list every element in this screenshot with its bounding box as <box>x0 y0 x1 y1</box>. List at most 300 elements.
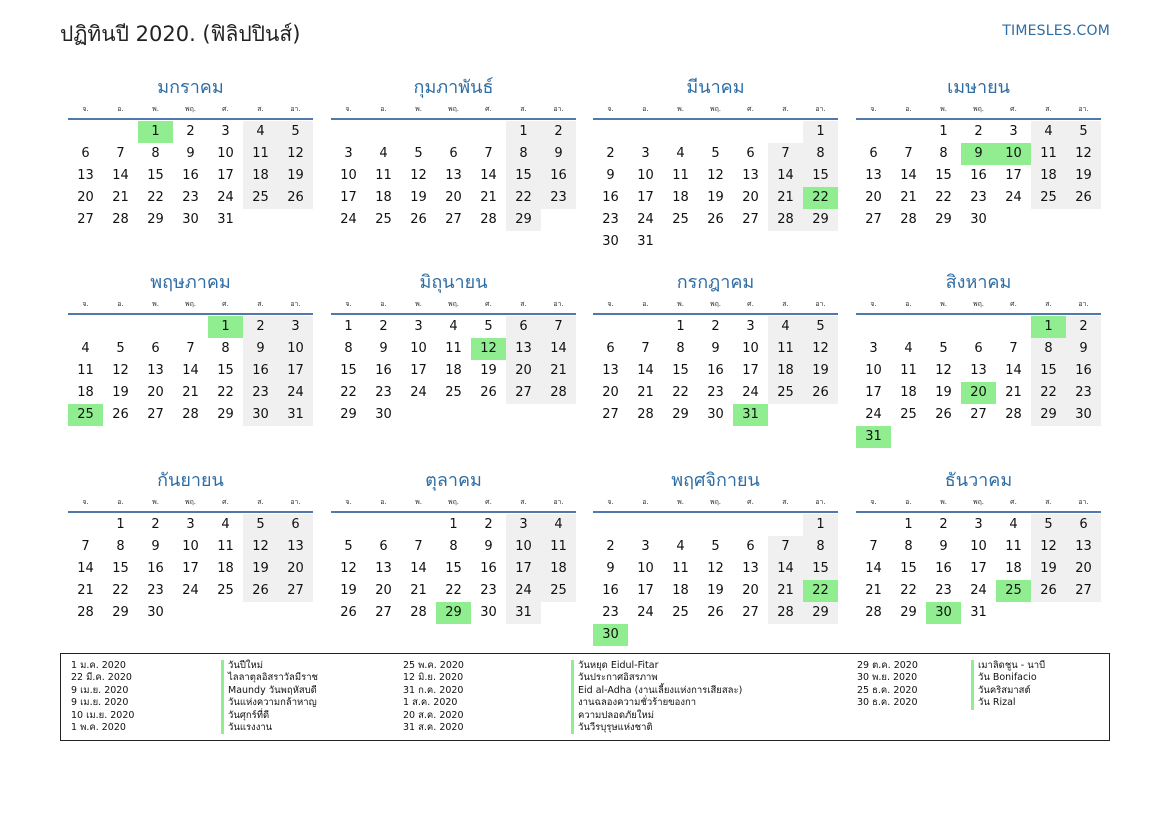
day-cell: 22 <box>112 583 129 598</box>
day-cell: 28 <box>182 407 199 422</box>
day-cell: 14 <box>900 168 917 183</box>
day-cell: 18 <box>217 561 234 576</box>
day-cell: 28 <box>541 382 576 404</box>
day-cell: 24 <box>1005 190 1022 205</box>
day-cell: 18 <box>243 165 278 187</box>
day-cell: 10 <box>278 338 313 360</box>
day-cell: 16 <box>707 363 724 378</box>
day-cell: 20 <box>147 385 164 400</box>
day-cell: 8 <box>151 146 160 161</box>
day-cell: 13 <box>147 363 164 378</box>
weekday-label: จ. <box>870 498 877 506</box>
day-cell: 21 <box>112 190 129 205</box>
month-divider <box>593 313 838 315</box>
day-cell: 10 <box>410 341 427 356</box>
holiday-name: วันหยุด Eidul-Fitar <box>571 660 658 672</box>
day-cell: 29 <box>340 407 357 422</box>
day-cell: 13 <box>970 363 987 378</box>
month-title: พฤศจิกายน <box>671 470 760 491</box>
day-cell: 12 <box>340 561 357 576</box>
day-cell: 24 <box>278 382 313 404</box>
holiday-name: ความปลอดภัยใหม่ <box>571 710 654 722</box>
day-cell: 21 <box>480 190 497 205</box>
day-cell: 6 <box>449 146 458 161</box>
day-cell: 1 <box>449 517 458 532</box>
day-cell: 9 <box>939 539 948 554</box>
holiday-date: 30 พ.ย. 2020 <box>857 672 918 684</box>
day-cell: 1 <box>344 319 353 334</box>
day-cell: 8 <box>904 539 913 554</box>
holiday-day-cell: 25 <box>68 404 103 426</box>
day-cell: 16 <box>480 561 497 576</box>
weekday-label: พ. <box>415 300 422 308</box>
day-cell: 8 <box>1031 338 1066 360</box>
weekday-label: พฤ. <box>709 105 722 113</box>
month-title: มกราคม <box>157 77 224 98</box>
weekday-label: พฤ. <box>447 105 460 113</box>
day-cell: 10 <box>340 168 357 183</box>
day-cell: 2 <box>243 316 278 338</box>
day-cell: 2 <box>186 124 195 139</box>
weekday-label: จ. <box>82 300 89 308</box>
weekday-label: อ. <box>905 300 912 308</box>
day-cell: 7 <box>768 143 803 165</box>
day-cell: 5 <box>278 121 313 143</box>
day-cell: 24 <box>506 580 541 602</box>
day-cell: 3 <box>506 514 541 536</box>
day-cell: 4 <box>379 146 388 161</box>
day-cell: 12 <box>243 536 278 558</box>
day-cell: 23 <box>602 605 619 620</box>
day-cell: 7 <box>484 146 493 161</box>
weekday-label: ส. <box>782 300 789 308</box>
month-divider <box>593 118 838 120</box>
day-cell: 17 <box>742 363 759 378</box>
day-cell: 1 <box>803 121 838 143</box>
day-cell: 30 <box>182 212 199 227</box>
day-cell: 7 <box>1009 341 1018 356</box>
weekday-label: อ. <box>117 300 124 308</box>
site-brand-link[interactable]: TIMESLES.COM <box>1002 23 1110 39</box>
day-cell: 28 <box>900 212 917 227</box>
month-divider <box>593 511 838 513</box>
weekday-label: อา. <box>815 498 826 506</box>
day-cell: 17 <box>217 168 234 183</box>
day-cell: 26 <box>707 605 724 620</box>
day-cell: 10 <box>637 168 654 183</box>
weekday-label: พฤ. <box>972 300 985 308</box>
day-cell: 13 <box>506 338 541 360</box>
day-cell: 26 <box>278 187 313 209</box>
day-cell: 20 <box>865 190 882 205</box>
weekday-label: ส. <box>257 498 264 506</box>
day-cell: 15 <box>803 165 838 187</box>
day-cell: 28 <box>480 212 497 227</box>
day-cell: 6 <box>379 539 388 554</box>
day-cell: 24 <box>637 212 654 227</box>
weekday-label: อ. <box>642 498 649 506</box>
month-title: สิงหาคม <box>945 272 1012 293</box>
day-cell: 25 <box>445 385 462 400</box>
day-cell: 29 <box>935 212 952 227</box>
day-cell: 24 <box>970 583 987 598</box>
day-cell: 21 <box>768 187 803 209</box>
weekday-label: ศ. <box>1010 105 1017 113</box>
day-cell: 28 <box>112 212 129 227</box>
day-cell: 15 <box>445 561 462 576</box>
day-cell: 15 <box>217 363 234 378</box>
day-cell: 22 <box>217 385 234 400</box>
holiday-date: 29 ต.ค. 2020 <box>857 660 918 671</box>
day-cell: 12 <box>707 168 724 183</box>
month-divider <box>331 313 576 315</box>
day-cell: 15 <box>803 558 838 580</box>
day-cell: 16 <box>243 360 278 382</box>
month-divider <box>331 511 576 513</box>
holiday-date: 30 ธ.ค. 2020 <box>857 697 918 709</box>
day-cell: 29 <box>900 605 917 620</box>
weekday-label: อ. <box>117 105 124 113</box>
day-cell: 11 <box>672 168 689 183</box>
day-cell: 18 <box>541 558 576 580</box>
day-cell: 20 <box>742 583 759 598</box>
weekday-label: จ. <box>607 300 614 308</box>
day-cell: 17 <box>182 561 199 576</box>
day-cell: 5 <box>803 316 838 338</box>
holiday-date: 25 ธ.ค. 2020 <box>857 684 918 696</box>
day-cell: 13 <box>602 363 619 378</box>
day-cell: 15 <box>935 168 952 183</box>
day-cell: 15 <box>112 561 129 576</box>
weekday-label: อา. <box>290 498 301 506</box>
weekday-label: จ. <box>345 498 352 506</box>
day-cell: 31 <box>970 605 987 620</box>
day-cell: 14 <box>1005 363 1022 378</box>
day-cell: 19 <box>707 583 724 598</box>
holiday-date: 1 พ.ค. 2020 <box>71 721 126 733</box>
day-cell: 20 <box>506 360 541 382</box>
day-cell: 22 <box>935 190 952 205</box>
day-cell: 21 <box>768 580 803 602</box>
day-cell: 28 <box>637 407 654 422</box>
day-cell: 20 <box>1066 558 1101 580</box>
day-cell: 22 <box>1031 382 1066 404</box>
day-cell: 11 <box>672 561 689 576</box>
day-cell: 28 <box>1005 407 1022 422</box>
day-cell: 4 <box>449 319 458 334</box>
day-cell: 4 <box>768 316 803 338</box>
day-cell: 29 <box>506 209 541 231</box>
day-cell: 8 <box>939 146 948 161</box>
day-cell: 26 <box>1031 580 1066 602</box>
day-cell: 21 <box>900 190 917 205</box>
weekday-label: อา. <box>290 300 301 308</box>
page-title: ปฏิทินปี 2020. (ฟิลิปปินส์) <box>60 22 301 46</box>
weekday-label: ศ. <box>485 498 492 506</box>
holiday-day-cell: 10 <box>996 143 1031 165</box>
day-cell: 17 <box>278 360 313 382</box>
day-cell: 19 <box>803 360 838 382</box>
day-cell: 23 <box>707 385 724 400</box>
day-cell: 27 <box>375 605 392 620</box>
day-cell: 2 <box>711 319 720 334</box>
weekday-label: ส. <box>782 105 789 113</box>
day-cell: 3 <box>344 146 353 161</box>
day-cell: 19 <box>112 385 129 400</box>
weekday-label: อา. <box>290 105 301 113</box>
weekday-label: ส. <box>520 105 527 113</box>
day-cell: 14 <box>541 338 576 360</box>
day-cell: 10 <box>865 363 882 378</box>
day-cell: 20 <box>742 190 759 205</box>
weekday-label: อา. <box>553 105 564 113</box>
weekday-label: พ. <box>415 498 422 506</box>
weekday-label: พ. <box>152 300 159 308</box>
day-cell: 30 <box>243 404 278 426</box>
day-cell: 25 <box>672 605 689 620</box>
day-cell: 28 <box>768 602 803 624</box>
day-cell: 29 <box>147 212 164 227</box>
day-cell: 22 <box>900 583 917 598</box>
day-cell: 5 <box>344 539 353 554</box>
holiday-date: 9 เม.ย. 2020 <box>71 684 129 696</box>
day-cell: 17 <box>637 190 654 205</box>
weekday-label: อา. <box>815 300 826 308</box>
day-cell: 14 <box>77 561 94 576</box>
weekday-label: พฤ. <box>447 498 460 506</box>
day-cell: 26 <box>112 407 129 422</box>
weekday-label: พ. <box>677 105 684 113</box>
day-cell: 2 <box>151 517 160 532</box>
holiday-day-cell: 9 <box>961 143 996 165</box>
day-cell: 13 <box>77 168 94 183</box>
day-cell: 27 <box>970 407 987 422</box>
weekday-label: พ. <box>677 300 684 308</box>
day-cell: 9 <box>541 143 576 165</box>
weekday-label: จ. <box>345 105 352 113</box>
weekday-label: ส. <box>520 300 527 308</box>
holiday-day-cell: 31 <box>733 404 768 426</box>
day-cell: 5 <box>711 146 720 161</box>
day-cell: 11 <box>243 143 278 165</box>
day-cell: 3 <box>974 517 983 532</box>
weekday-label: ศ. <box>485 105 492 113</box>
day-cell: 19 <box>278 165 313 187</box>
day-cell: 14 <box>182 363 199 378</box>
day-cell: 21 <box>865 583 882 598</box>
holiday-name: Maundy วันพฤหัสบดี <box>221 685 317 697</box>
holiday-name: วัน Bonifacio <box>971 672 1037 684</box>
weekday-label: จ. <box>870 300 877 308</box>
holiday-date: 22 มี.ค. 2020 <box>71 672 132 684</box>
day-cell: 2 <box>1066 316 1101 338</box>
day-cell: 29 <box>1031 404 1066 426</box>
holiday-name: วันศุกร์ที่ดี <box>221 710 269 722</box>
day-cell: 3 <box>278 316 313 338</box>
day-cell: 9 <box>606 561 615 576</box>
day-cell: 26 <box>803 382 838 404</box>
day-cell: 18 <box>672 190 689 205</box>
day-cell: 28 <box>865 605 882 620</box>
day-cell: 15 <box>672 363 689 378</box>
month-title: ธันวาคม <box>944 470 1013 491</box>
day-cell: 16 <box>602 190 619 205</box>
month-divider <box>331 118 576 120</box>
day-cell: 27 <box>506 382 541 404</box>
day-cell: 29 <box>803 602 838 624</box>
month-title: พฤษภาคม <box>150 272 231 293</box>
holiday-name: Eid al-Adha (งานเลี้ยงแห่งการเสียสละ) <box>571 685 742 697</box>
day-cell: 11 <box>445 341 462 356</box>
day-cell: 18 <box>77 385 94 400</box>
day-cell: 6 <box>151 341 160 356</box>
day-cell: 8 <box>449 539 458 554</box>
day-cell: 3 <box>1009 124 1018 139</box>
weekday-label: จ. <box>607 498 614 506</box>
weekday-label: ศ. <box>1010 300 1017 308</box>
day-cell: 21 <box>77 583 94 598</box>
day-cell: 1 <box>803 514 838 536</box>
holiday-date: 12 มิ.ย. 2020 <box>403 672 464 684</box>
weekday-label: อ. <box>905 105 912 113</box>
day-cell: 8 <box>344 341 353 356</box>
day-cell: 21 <box>637 385 654 400</box>
day-cell: 25 <box>375 212 392 227</box>
day-cell: 1 <box>116 517 125 532</box>
day-cell: 22 <box>506 187 541 209</box>
day-cell: 12 <box>1031 536 1066 558</box>
holiday-day-cell: 30 <box>926 602 961 624</box>
day-cell: 6 <box>278 514 313 536</box>
day-cell: 13 <box>742 561 759 576</box>
weekday-label: ศ. <box>222 498 229 506</box>
weekday-label: อ. <box>905 498 912 506</box>
day-cell: 16 <box>147 561 164 576</box>
weekday-label: ส. <box>1045 105 1052 113</box>
day-cell: 4 <box>243 121 278 143</box>
day-cell: 23 <box>243 382 278 404</box>
holiday-date: 20 ส.ค. 2020 <box>403 709 464 721</box>
day-cell: 17 <box>637 583 654 598</box>
holiday-name: วันแห่งความกล้าหาญ <box>221 697 317 709</box>
holiday-day-cell: 20 <box>961 382 996 404</box>
day-cell: 2 <box>974 124 983 139</box>
day-cell: 9 <box>606 168 615 183</box>
day-cell: 28 <box>410 605 427 620</box>
day-cell: 1 <box>506 121 541 143</box>
day-cell: 15 <box>340 363 357 378</box>
day-cell: 12 <box>1066 143 1101 165</box>
holiday-name: วัน Rizal <box>971 697 1016 709</box>
day-cell: 27 <box>602 407 619 422</box>
day-cell: 29 <box>217 407 234 422</box>
holiday-date: 9 เม.ย. 2020 <box>71 697 129 709</box>
day-cell: 24 <box>742 385 759 400</box>
weekday-label: ส. <box>520 498 527 506</box>
day-cell: 5 <box>243 514 278 536</box>
day-cell: 19 <box>1031 558 1066 580</box>
day-cell: 14 <box>768 165 803 187</box>
day-cell: 8 <box>676 341 685 356</box>
day-cell: 1 <box>676 319 685 334</box>
day-cell: 5 <box>116 341 125 356</box>
day-cell: 31 <box>278 404 313 426</box>
day-cell: 25 <box>900 407 917 422</box>
day-cell: 23 <box>970 190 987 205</box>
day-cell: 23 <box>182 190 199 205</box>
day-cell: 4 <box>676 146 685 161</box>
day-cell: 31 <box>217 212 234 227</box>
day-cell: 2 <box>484 517 493 532</box>
day-cell: 15 <box>506 165 541 187</box>
holiday-day-cell: 12 <box>471 338 506 360</box>
holiday-day-cell: 22 <box>803 187 838 209</box>
day-cell: 26 <box>410 212 427 227</box>
day-cell: 7 <box>414 539 423 554</box>
day-cell: 17 <box>1005 168 1022 183</box>
day-cell: 23 <box>1066 382 1101 404</box>
day-cell: 17 <box>970 561 987 576</box>
weekday-label: อ. <box>380 300 387 308</box>
weekday-label: อา. <box>1078 300 1089 308</box>
day-cell: 16 <box>182 168 199 183</box>
day-cell: 27 <box>77 212 94 227</box>
day-cell: 12 <box>707 561 724 576</box>
holiday-day-cell: 1 <box>208 316 243 338</box>
day-cell: 23 <box>935 583 952 598</box>
day-cell: 6 <box>81 146 90 161</box>
weekday-label: พ. <box>940 300 947 308</box>
day-cell: 6 <box>1066 514 1101 536</box>
day-cell: 6 <box>974 341 983 356</box>
day-cell: 27 <box>147 407 164 422</box>
day-cell: 25 <box>541 580 576 602</box>
day-cell: 19 <box>480 363 497 378</box>
day-cell: 28 <box>768 209 803 231</box>
day-cell: 24 <box>340 212 357 227</box>
day-cell: 26 <box>243 580 278 602</box>
day-cell: 13 <box>375 561 392 576</box>
month-title: มิถุนายน <box>419 272 488 293</box>
day-cell: 19 <box>410 190 427 205</box>
day-cell: 13 <box>278 536 313 558</box>
day-cell: 9 <box>243 338 278 360</box>
holiday-name: งานฉลองความชั่วร้ายของกา <box>571 697 696 709</box>
day-cell: 2 <box>379 319 388 334</box>
day-cell: 27 <box>742 212 759 227</box>
holiday-name: เมาลิดชูน - นาบี <box>971 660 1045 672</box>
day-cell: 26 <box>935 407 952 422</box>
day-cell: 9 <box>379 341 388 356</box>
day-cell: 16 <box>935 561 952 576</box>
day-cell: 9 <box>1066 338 1101 360</box>
day-cell: 27 <box>742 605 759 620</box>
day-cell: 21 <box>541 360 576 382</box>
day-cell: 16 <box>1066 360 1101 382</box>
day-cell: 3 <box>869 341 878 356</box>
day-cell: 10 <box>742 341 759 356</box>
weekday-label: พ. <box>940 498 947 506</box>
holiday-day-cell: 25 <box>996 580 1031 602</box>
month-divider <box>68 118 313 120</box>
holiday-list <box>60 653 1110 741</box>
day-cell: 16 <box>970 168 987 183</box>
holiday-day-cell: 1 <box>138 121 173 143</box>
day-cell: 19 <box>243 558 278 580</box>
weekday-label: พฤ. <box>184 105 197 113</box>
month-title: เมษายน <box>947 77 1010 98</box>
day-cell: 4 <box>81 341 90 356</box>
